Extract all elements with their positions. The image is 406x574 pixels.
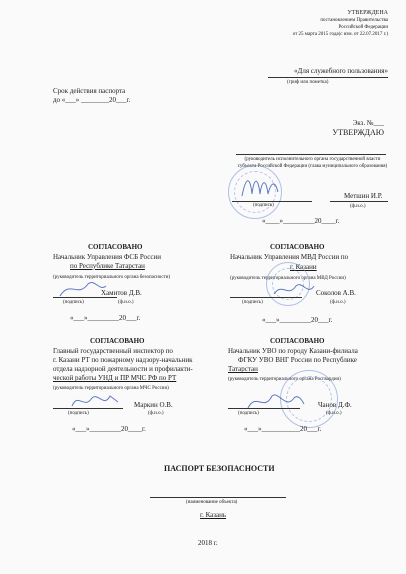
agree2-title: СОГЛАСОВАНО [270, 243, 325, 251]
approve-name-line [330, 201, 388, 202]
agree3-name-caption: (ф.и.о.) [148, 411, 164, 416]
copy-number: Экз. №___ [352, 119, 384, 127]
agree2-sign-line [230, 297, 302, 298]
agree2-name-caption: (ф.и.о.) [330, 300, 346, 305]
agree4-name-caption: (ф.и.о.) [326, 411, 342, 416]
approval-line: Российской Федерации [338, 25, 388, 30]
agree2-line1: Начальник Управления МВД России по [230, 253, 349, 261]
agree3-line2: г. Казани РТ по пожарному надзору-начальник [53, 356, 193, 364]
agree2-caption: (руководитель территориального органа МВД России) [230, 276, 346, 281]
agree3-date: «___»_________20____г. [72, 425, 146, 433]
agree1-line2: по Республике Татарстан [70, 262, 145, 270]
agree2-name: Соколов А.В. [316, 289, 356, 297]
secrecy-note: (гриф или пометка) [287, 80, 329, 85]
agree1-line1: Начальник Управления ФСБ России [53, 253, 161, 261]
agree3-line1: Главный государственный инспектор по [53, 347, 173, 355]
approve-name: Метшин И.Р. [344, 192, 383, 200]
approve-role-caption: (руководитель исполнительного органа государственной власти субъекта Российской Федерации (глава муниципального образования) [237, 157, 388, 169]
object-name-caption: (наименование объекта) [186, 500, 238, 505]
agree1-sign-line [53, 297, 117, 298]
agree4-line1: Начальник УВО по городу Казани-филиала [228, 347, 358, 355]
approve-sign-caption: (подпись) [253, 203, 274, 208]
secrecy-underline [268, 77, 388, 78]
agree1-name: Хамитов Д.В. [101, 289, 142, 297]
passport-title: ПАСПОРТ БЕЗОПАСНОСТИ [164, 464, 275, 473]
passport-city: г. Казань [200, 511, 227, 519]
agree2-line2: г. Казани [290, 263, 317, 271]
agree4-caption: (руководитель территориального органа Росгвардии) [228, 377, 341, 382]
agree2-date: «___»_________20___г. [262, 316, 333, 324]
approval-title: УТВЕРЖДЕНА [347, 10, 388, 16]
agree3-line3: отдела надзорной деятельности и профилакти- [53, 365, 193, 373]
approve-date: «____»_________20____г. [262, 217, 340, 225]
agree3-sign-line [53, 408, 123, 409]
approve-name-caption: (ф.и.о.) [350, 204, 366, 209]
approve-sign-line [232, 201, 312, 202]
agree4-sign-line [228, 408, 300, 409]
agree4-line3: Татарстан [228, 365, 258, 373]
agree1-title: СОГЛАСОВАНО [88, 243, 143, 251]
signature-approver [240, 172, 282, 200]
agree3-title: СОГЛАСОВАНО [90, 337, 145, 345]
validity-date: до «___» ________20___г. [53, 96, 131, 104]
agree1-sign-caption: (подпись) [63, 300, 84, 305]
agree4-title: СОГЛАСОВАНО [270, 337, 325, 345]
agree4-line2: ФГКУ УВО ВНГ России по Республике [238, 356, 357, 364]
approval-line: постановлением Правительства [320, 18, 388, 23]
agree1-caption: (руководитель территориального органа безопасности) [53, 275, 171, 280]
passport-year: 2018 г. [198, 539, 218, 547]
agree1-name-caption: (ф.и.о.) [118, 300, 134, 305]
agree4-date: «___»___________20___г. [244, 425, 322, 433]
approve-title: УТВЕРЖДАЮ [332, 128, 384, 137]
object-name-line [150, 497, 286, 498]
validity-label: Срок действия паспорта [53, 87, 126, 95]
agree4-sign-caption: (подпись) [238, 411, 259, 416]
agree2-sign-caption: (подпись) [242, 300, 263, 305]
agree3-name: Маркин О.В. [134, 401, 173, 409]
agree3-line4: ческой работы УНД и ПР МЧС РФ по РТ [53, 374, 177, 382]
secrecy-label: «Для служебного пользования» [294, 67, 388, 75]
agree3-sign-caption: (подпись) [68, 411, 89, 416]
agree4-name: Чанов Д.Ф. [318, 401, 352, 409]
approve-role-line [236, 154, 386, 155]
agree3-caption: (руководитель территориального органа МЧС России) [53, 386, 169, 391]
approval-line: от 25 марта 2015 года(с изм. от 22.07.2017 г.) [292, 32, 388, 37]
agree1-date: «___»_________20___г. [70, 314, 141, 322]
